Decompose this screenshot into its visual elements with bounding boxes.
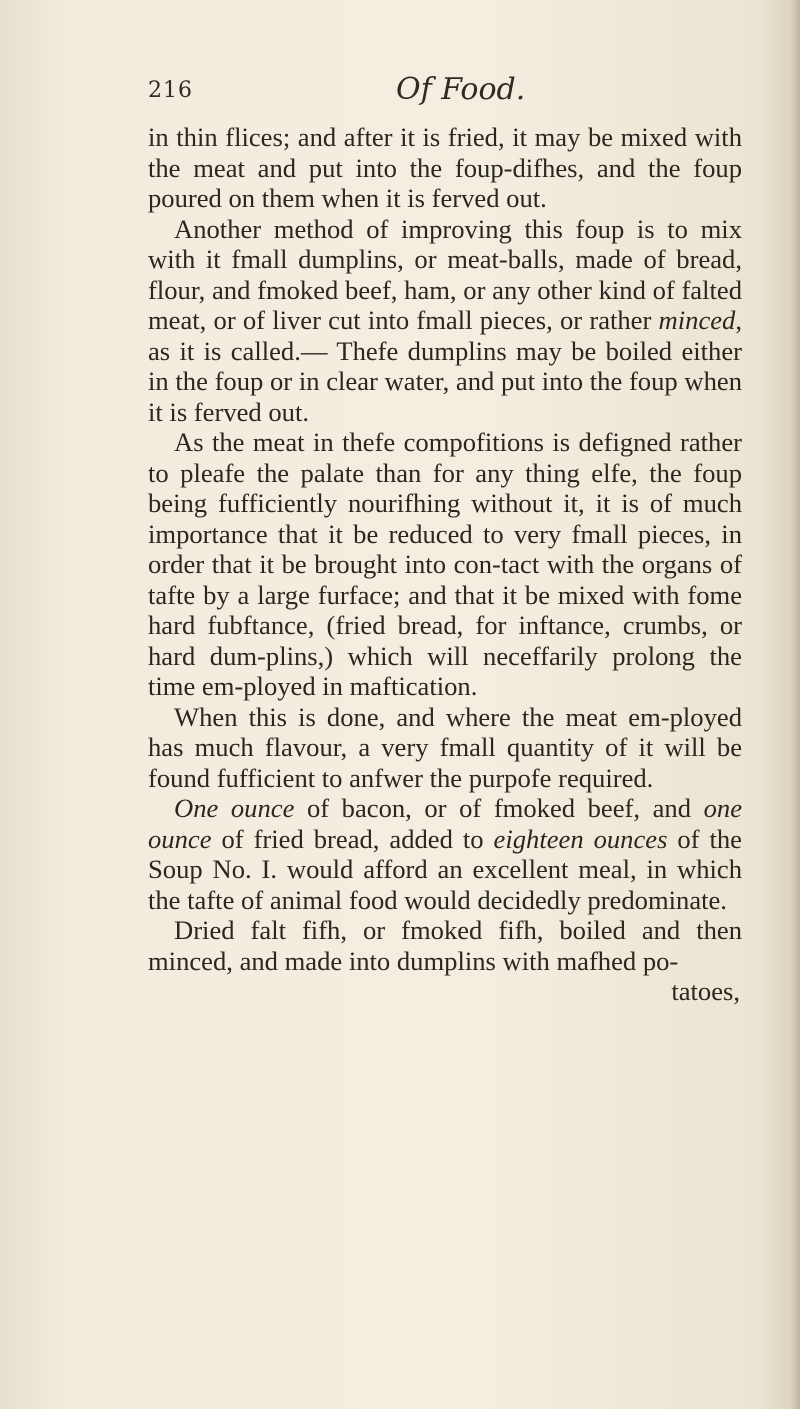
page-number: 216 [148, 78, 193, 103]
text-run: in thin flices; and after it is fried, it may be mixed with the meat and put into the foup-difhes, and the foup poured on them when it is ferved out. [148, 122, 742, 213]
italic-text: eighteen ounces [493, 823, 668, 854]
text-run: When this is done, and where the meat em-ployed has much flavour, a very fmall quantity of it will be found fufficient to anfwer the purpofe required. [148, 701, 742, 793]
paragraph [148, 122, 742, 214]
catchword: tatoes, [671, 976, 740, 1006]
body-text [148, 122, 742, 1007]
italic-text: minced [658, 305, 736, 335]
paragraph [148, 427, 742, 702]
paragraph [148, 702, 742, 794]
italic-text: one ounce [148, 793, 742, 854]
text-run: As the meat in thefe compofitions is defigned rather to pleafe the palate than for any thing elfe, the foup being fufficiently nourifhing without it, it is of much importance that it be reduced to very fmall pieces, in order that it be brought into con-tact with the organs of tafte by a large furface; and that it be mixed with fome hard fubftance, (fried bread, for inftance, crumbs, or hard dum-plins,) which will neceffarily prolong the time em-ployed in maftication. [148, 427, 742, 701]
page-edge-shadow [790, 0, 800, 1409]
paragraph [148, 915, 742, 976]
text-run: of bacon, or of fmoked beef, and [294, 793, 704, 823]
italic-text: One ounce [174, 793, 295, 823]
text-run: , as it is called.— Thefe dumplins may be boiled either in the foup or in clear water, and put into the foup when it is ferved out. [148, 305, 742, 427]
text-run: of the Soup No. I. would afford an excellent meal, in which the tafte of animal food would decidedly predominate. [148, 823, 742, 915]
text-run: of fried bread, added to [211, 823, 494, 854]
paragraph [148, 793, 742, 915]
page-header [148, 72, 748, 112]
running-head: Of Food. [396, 72, 526, 107]
text-run: Dried falt fifh, or fmoked fifh, boiled and then minced, and made into dumplins with mafhed po- [148, 915, 742, 976]
paragraph [148, 214, 742, 428]
text-run: Another method of improving this foup is to mix with it fmall dumplins, or meat-balls, made of bread, flour, and fmoked beef, ham, or any other kind of falted meat, or of liver cut into fmall pieces, or rather [148, 213, 742, 335]
